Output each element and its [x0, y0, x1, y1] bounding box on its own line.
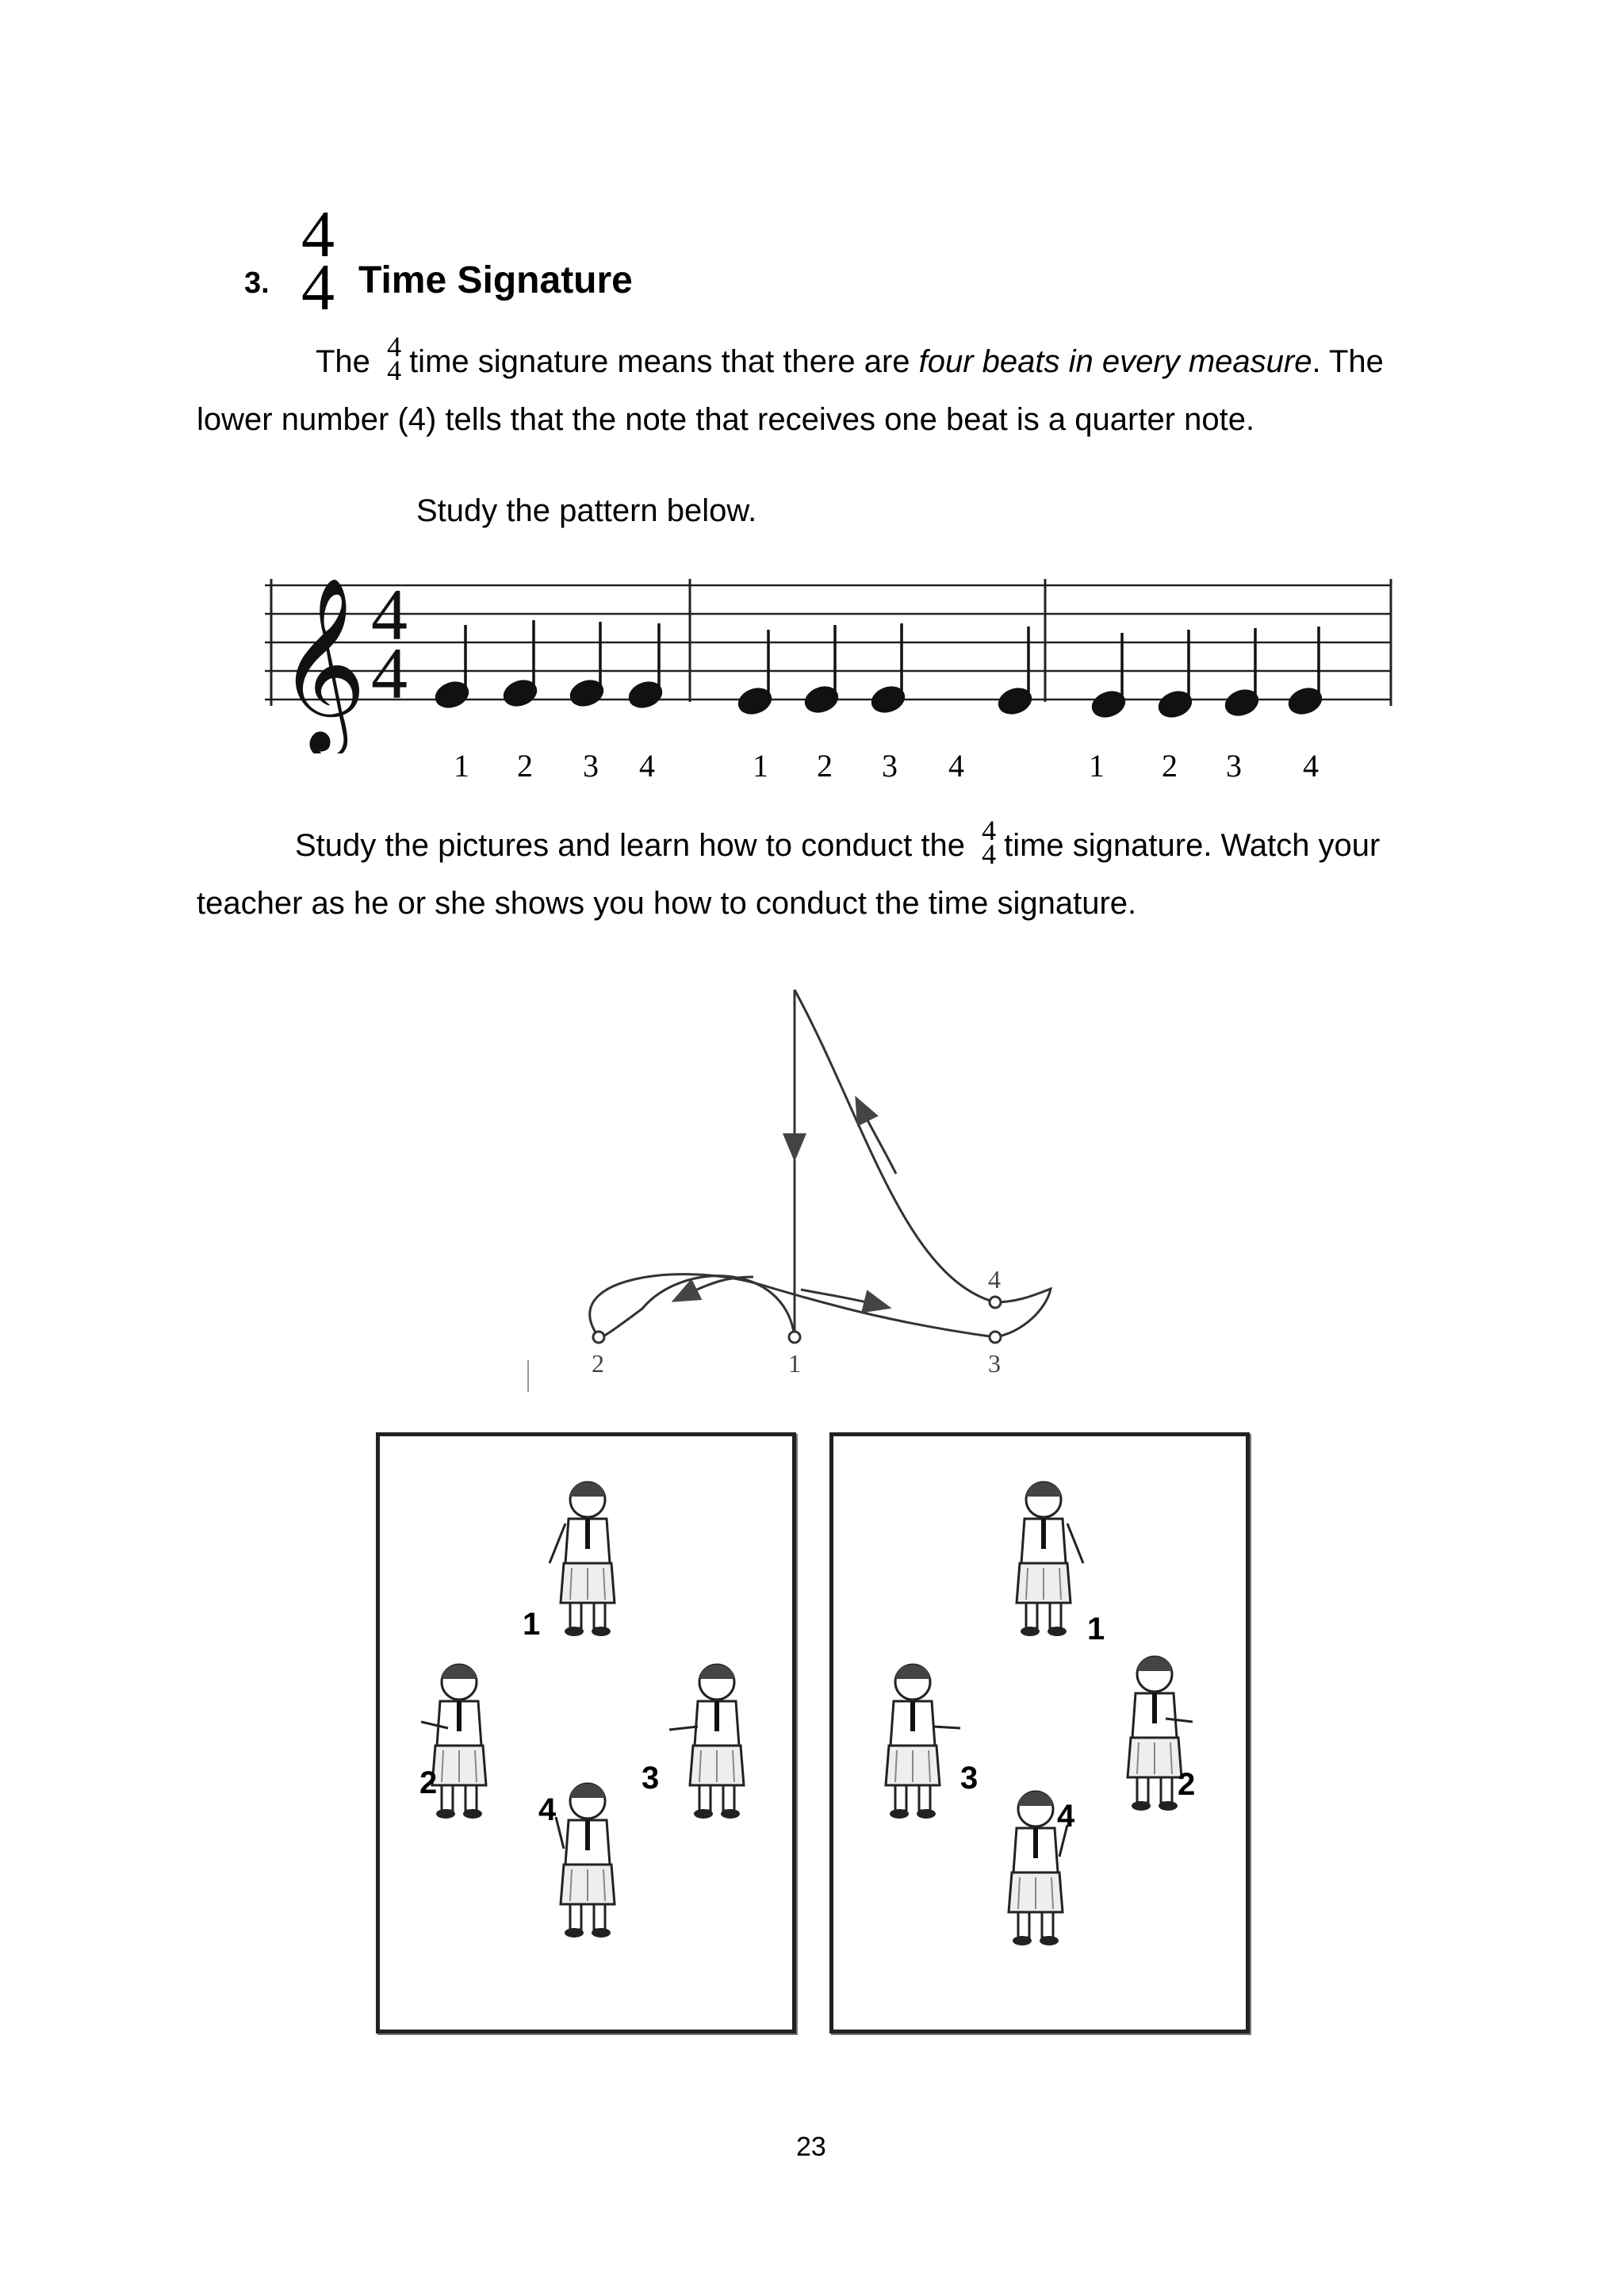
- child-figure-beat-4: [556, 1784, 615, 1938]
- quarter-note: [568, 622, 605, 709]
- beat-number: 3: [1226, 748, 1242, 784]
- child-figure-beat-1: [550, 1482, 615, 1636]
- intro-sig-bottom: 4: [387, 355, 402, 387]
- label-3: 3: [988, 1349, 1001, 1378]
- panel-right-label-1: 1: [1087, 1612, 1105, 1646]
- intro-text-b: . The: [1312, 344, 1384, 379]
- conduct-line-1: [197, 814, 1434, 875]
- treble-clef-icon: 𝄞: [278, 576, 367, 751]
- section-number: 3.: [244, 266, 270, 300]
- intro-text-a: time signature means that there are: [409, 344, 910, 379]
- child-figure-beat-3: [669, 1665, 744, 1819]
- beat-4-path: [795, 990, 1051, 1337]
- beat-3-arrow: [801, 1290, 880, 1305]
- music-staff: [262, 571, 1404, 753]
- staff-lines: [265, 585, 1391, 700]
- beat-number: 3: [882, 748, 898, 784]
- intro-lead: The: [316, 344, 370, 379]
- conducting-panel-right: [829, 1432, 1250, 2033]
- conduct-sig-top: 4: [982, 814, 997, 846]
- panel-right-label-2: 2: [1178, 1767, 1196, 1802]
- conducting-panel-left: [376, 1432, 796, 2033]
- label-4: 4: [988, 1265, 1001, 1294]
- heading-time-signature: [301, 197, 335, 325]
- conduct-sig-bottom: 4: [982, 838, 997, 871]
- beat-number: 3: [583, 748, 599, 784]
- figure-group-left: [380, 1436, 792, 2030]
- beat-number: 4: [639, 748, 655, 784]
- intro-italic: four beats in every measure: [918, 344, 1312, 379]
- label-1: 1: [788, 1349, 801, 1378]
- panel-left-label-4: 4: [538, 1792, 557, 1827]
- time-sig-top: 4: [301, 197, 335, 271]
- intro-line-1: [197, 330, 1434, 391]
- beat-number: 2: [1162, 748, 1178, 784]
- quarter-note: [433, 625, 470, 711]
- intro-sig-top: 4: [387, 330, 402, 362]
- conduct-paragraph: [197, 814, 1434, 933]
- staff-time-sig-bottom: 4: [371, 633, 408, 714]
- time-sig-bottom: 4: [301, 251, 335, 325]
- panel-left-label-2: 2: [419, 1765, 438, 1800]
- beat-number: 4: [948, 748, 964, 784]
- beat-number: 1: [454, 748, 469, 784]
- conduct-line-2: teacher as he or she shows you how to conduct the time signature.: [197, 886, 1137, 921]
- staff-time-sig-top: 4: [371, 574, 408, 655]
- conducting-pattern-diagram: [523, 960, 1078, 1404]
- section-title: Time Signature: [358, 259, 633, 301]
- quarter-note: [1090, 633, 1127, 720]
- panel-left-label-3: 3: [642, 1761, 660, 1796]
- point-2: [593, 1332, 604, 1343]
- section-heading: [244, 197, 799, 325]
- quarter-note: [626, 623, 664, 711]
- page-number: 23: [796, 2132, 826, 2162]
- child-figure-beat-3: [886, 1665, 960, 1819]
- intro-time-signature: [387, 330, 402, 387]
- point-1: [789, 1332, 800, 1343]
- intro-line-2: lower number (4) tells that the note that receives one beat is a quarter note.: [197, 402, 1255, 437]
- panel-left-label-1: 1: [523, 1607, 541, 1642]
- conduct-text-b: time signature. Watch your: [1004, 828, 1381, 863]
- beat-number: 1: [753, 748, 768, 784]
- study-pattern-text: Study the pattern below.: [416, 493, 757, 528]
- figure-group-right: [833, 1436, 1246, 2030]
- panel-right-label-4: 4: [1057, 1799, 1075, 1834]
- conduct-time-signature: [982, 814, 997, 871]
- panel-right-label-3: 3: [960, 1761, 979, 1796]
- point-4: [990, 1297, 1001, 1308]
- intro-paragraph: [197, 330, 1434, 449]
- child-figure-beat-1: [1017, 1482, 1083, 1636]
- label-2: 2: [592, 1349, 604, 1378]
- beat-number: 2: [517, 748, 533, 784]
- beat-number: 1: [1089, 748, 1105, 784]
- conduct-text-a: Study the pictures and learn how to conduct the: [295, 828, 965, 863]
- point-3: [990, 1332, 1001, 1343]
- quarter-note: [501, 620, 538, 709]
- quarter-note: [869, 623, 906, 715]
- beat-number: 4: [1303, 748, 1319, 784]
- beat-number: 2: [817, 748, 833, 784]
